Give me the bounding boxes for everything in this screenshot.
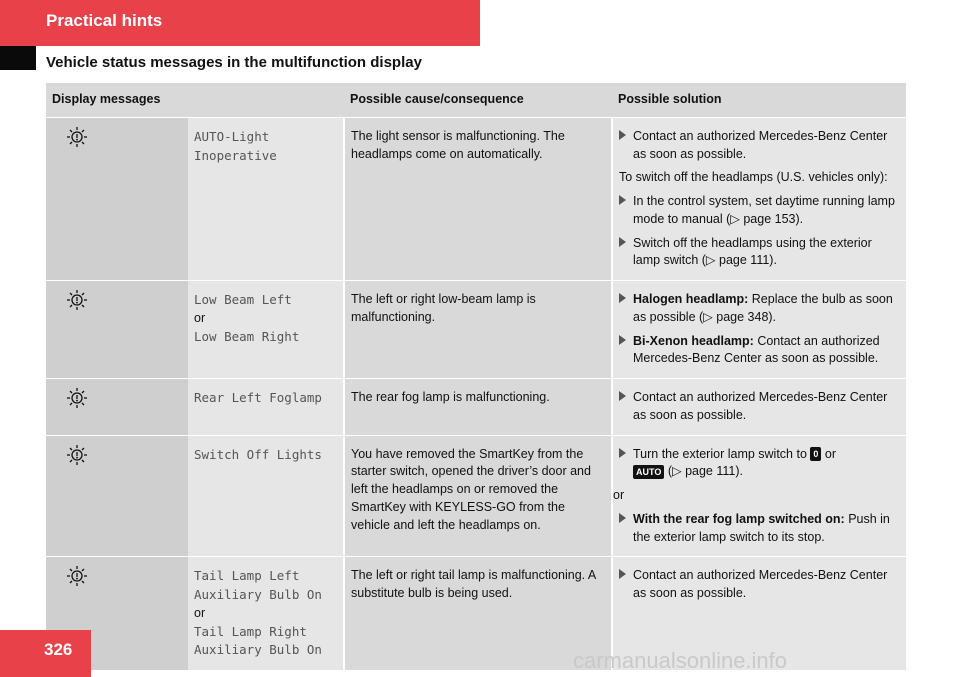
solution-step: Contact an authorized Mercedes-Benz Center as soon as possible. bbox=[619, 389, 900, 425]
arrow-right-icon bbox=[619, 195, 626, 205]
page-number: 326 bbox=[44, 640, 73, 659]
display-message: AUTO-Light Inoperative bbox=[188, 117, 344, 280]
arrow-right-icon bbox=[619, 448, 626, 458]
col-possible-cause: Possible cause/consequence bbox=[344, 83, 612, 117]
switch-position-0-icon: 0 bbox=[810, 447, 821, 461]
switch-position-auto-icon: AUTO bbox=[633, 465, 664, 479]
arrow-right-icon bbox=[619, 130, 626, 140]
solution-cell bbox=[612, 435, 906, 557]
arrow-right-icon bbox=[619, 335, 626, 345]
col-display-messages: Display messages bbox=[46, 83, 344, 117]
solution-step: Contact an authorized Mercedes-Benz Center as soon as possible. bbox=[619, 567, 900, 603]
table-row bbox=[46, 281, 906, 379]
arrow-right-icon bbox=[619, 237, 626, 247]
display-message: Switch Off Lights bbox=[188, 435, 344, 557]
solution-cell bbox=[612, 117, 906, 280]
table-row bbox=[46, 379, 906, 436]
col-possible-solution: Possible solution bbox=[612, 83, 906, 117]
solution-step: Contact an authorized Mercedes-Benz Center as soon as possible. bbox=[619, 128, 900, 164]
cause-text: You have removed the SmartKey from the starter switch, opened the driver’s door and left the headlamps on or removed the SmartKey with KEYLESS-GO from the vehicle and left the headlamps on. bbox=[344, 435, 612, 557]
solution-step: With the rear fog lamp switched on: Push in the exterior lamp switch to its stop. bbox=[619, 511, 900, 547]
solution-step: Turn the exterior lamp switch to 0 or AUTO (▷ page 111). bbox=[619, 446, 900, 482]
cause-text: The left or right tail lamp is malfunctioning. A substitute bulb is being used. bbox=[344, 557, 612, 670]
cause-text: The left or right low-beam lamp is malfunctioning. bbox=[344, 281, 612, 379]
arrow-right-icon bbox=[619, 513, 626, 523]
solution-note: To switch off the headlamps (U.S. vehicles only): bbox=[619, 170, 888, 185]
headlamp-warning-icon bbox=[46, 117, 188, 280]
cause-text: The rear fog lamp is malfunctioning. bbox=[344, 379, 612, 436]
site-watermark: carmanualsonline.info bbox=[573, 648, 788, 673]
arrow-right-icon bbox=[619, 569, 626, 579]
page-subtitle: Vehicle status messages in the multifunction display bbox=[46, 54, 422, 71]
arrow-right-icon bbox=[619, 391, 626, 401]
solution-cell bbox=[612, 379, 906, 436]
section-marker bbox=[0, 46, 36, 70]
solution-step: Switch off the headlamps using the exterior lamp switch (▷ page 111). bbox=[619, 235, 900, 271]
display-message: Tail Lamp Left Auxiliary Bulb On or Tail Lamp Right Auxiliary Bulb On bbox=[188, 557, 344, 670]
display-message: Rear Left Foglamp bbox=[188, 379, 344, 436]
section-title: Practical hints bbox=[46, 11, 163, 30]
headlamp-warning-icon bbox=[46, 379, 188, 436]
status-messages-table bbox=[46, 83, 906, 670]
solution-cell bbox=[612, 281, 906, 379]
table-row bbox=[46, 117, 906, 280]
solution-or: or bbox=[613, 488, 625, 502]
headlamp-warning-icon bbox=[46, 435, 188, 557]
arrow-right-icon bbox=[619, 293, 626, 303]
cause-text: The light sensor is malfunctioning. The headlamps come on automatically. bbox=[344, 117, 612, 280]
solution-step: Bi-Xenon headlamp: Contact an authorized Mercedes-Benz Center as soon as possible. bbox=[619, 333, 900, 369]
solution-step: In the control system, set daytime running lamp mode to manual (▷ page 153). bbox=[619, 193, 900, 229]
headlamp-warning-icon bbox=[46, 281, 188, 379]
table-header-row bbox=[46, 83, 906, 117]
solution-step: Halogen headlamp: Replace the bulb as soon as possible (▷ page 348). bbox=[619, 291, 900, 327]
display-message: Low Beam Left or Low Beam Right bbox=[188, 281, 344, 379]
table-row bbox=[46, 435, 906, 557]
